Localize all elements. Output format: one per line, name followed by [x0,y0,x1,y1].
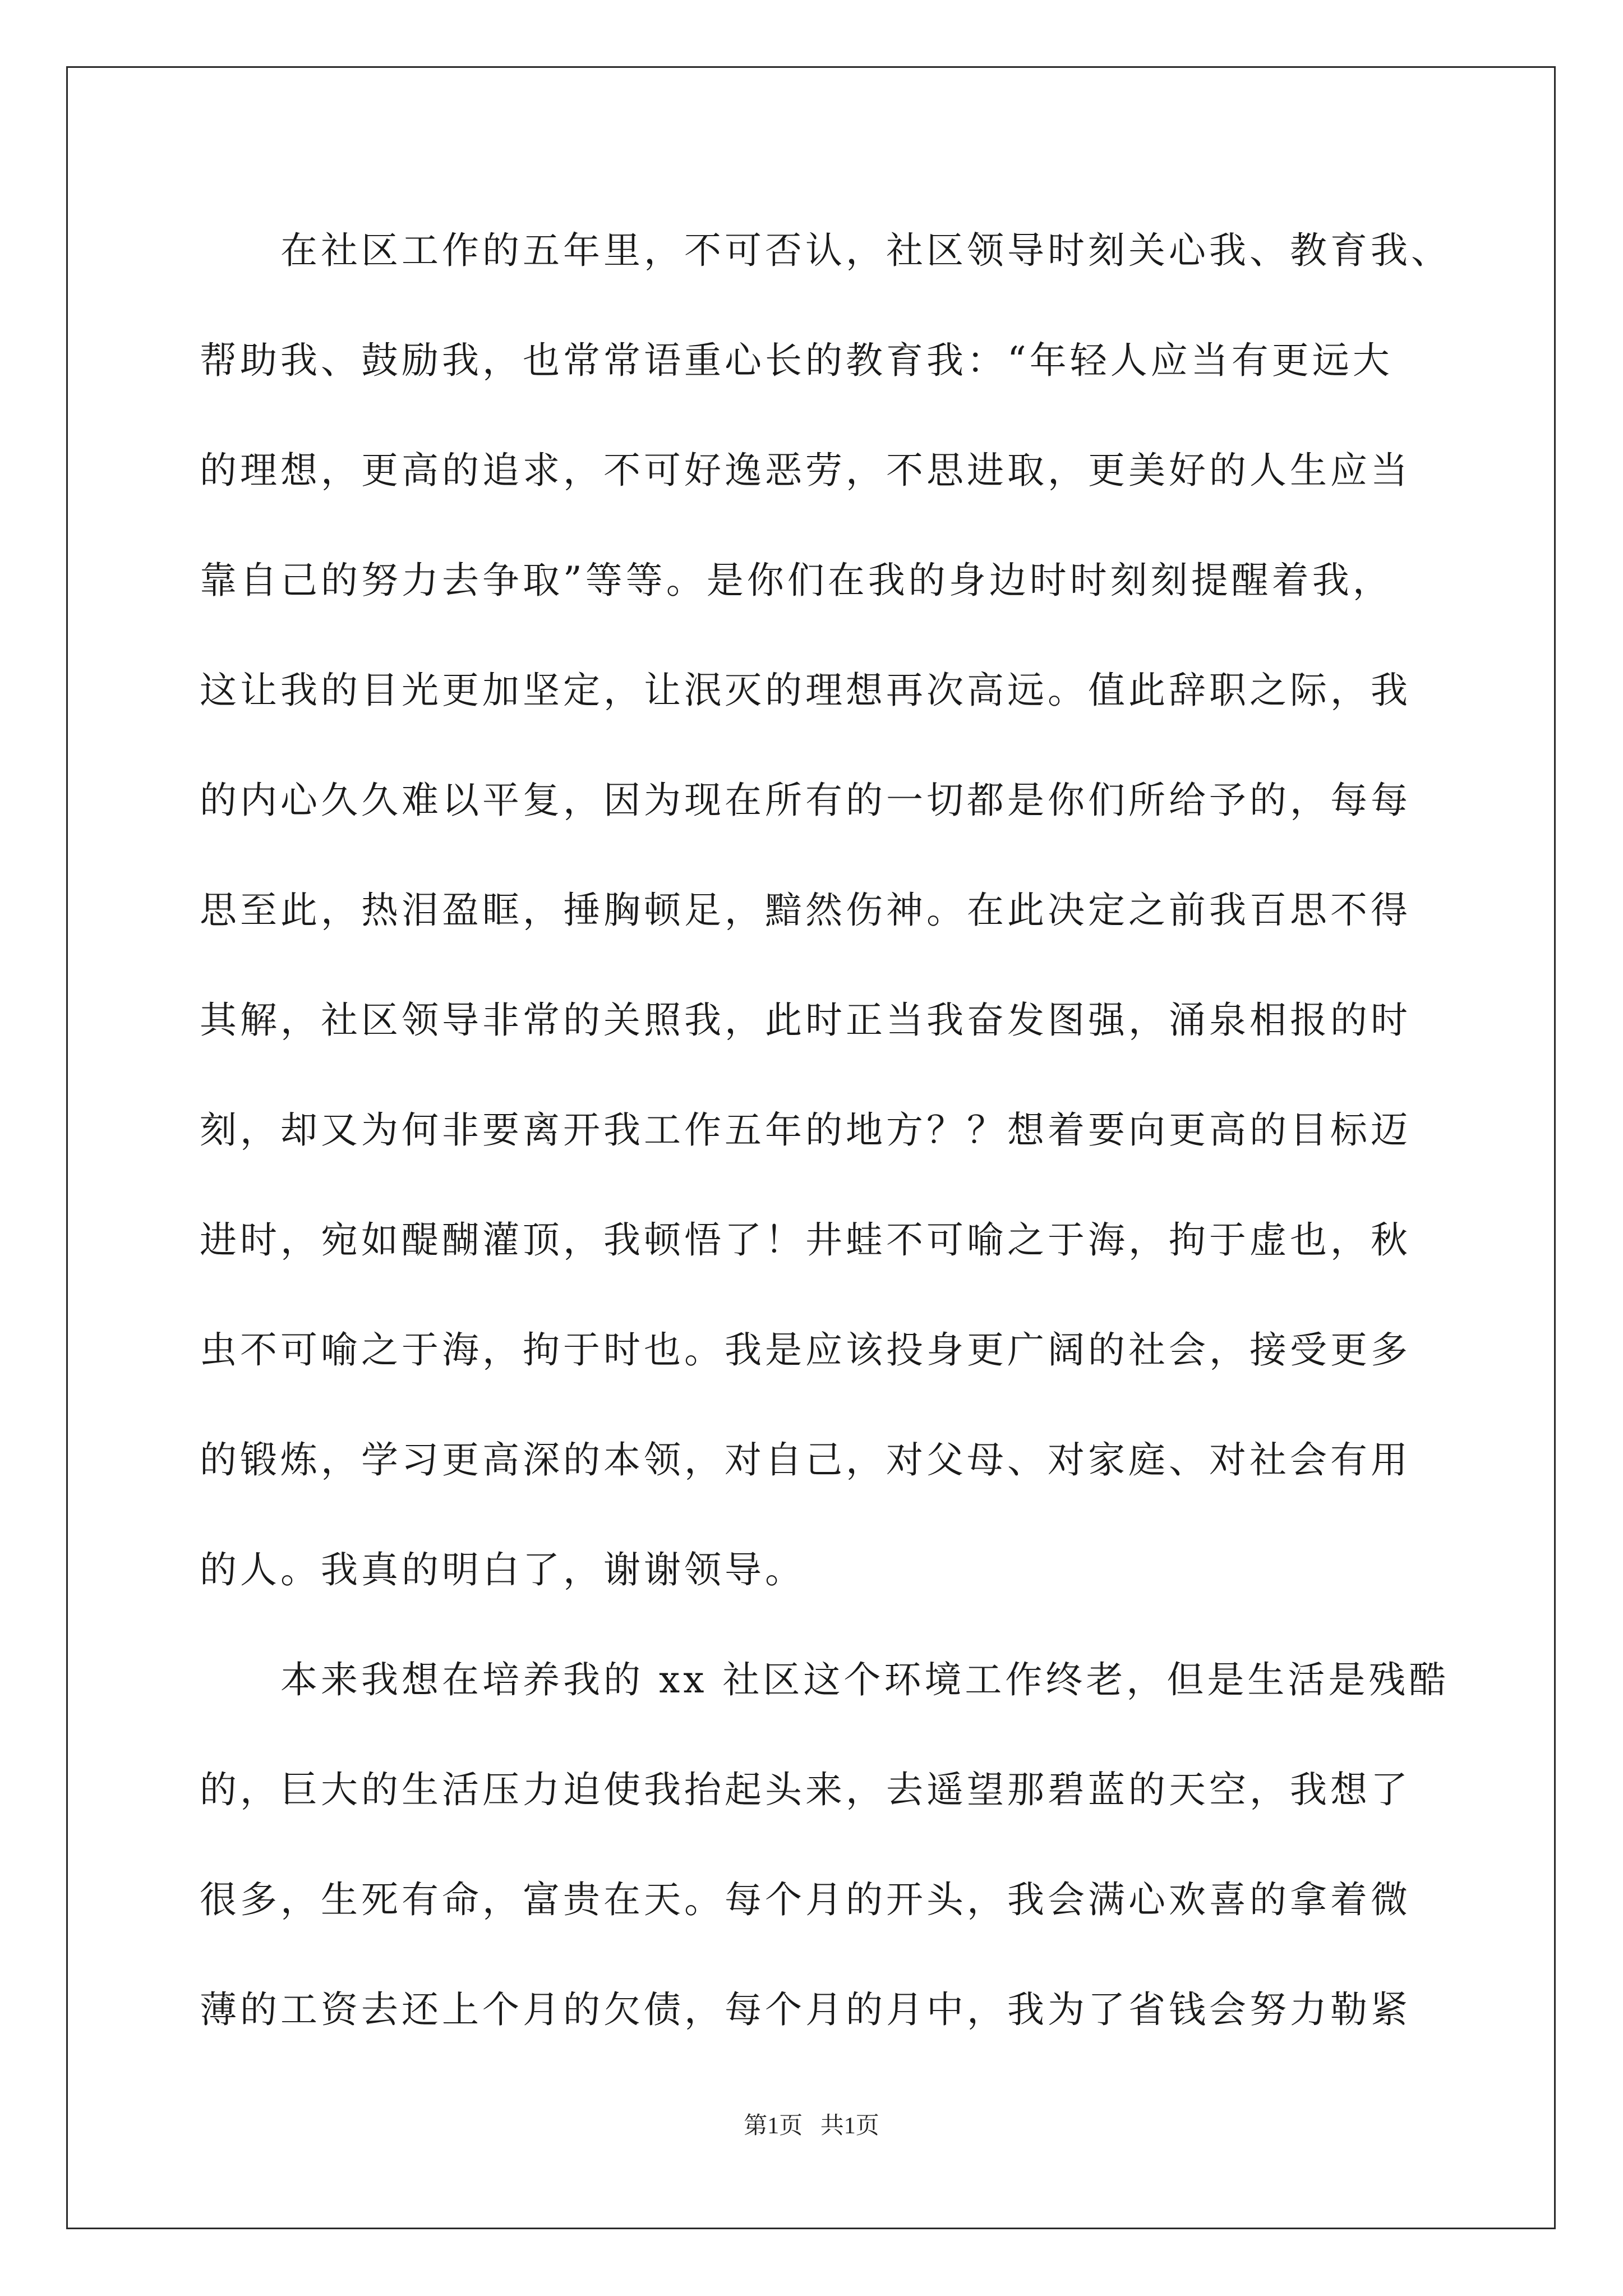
text-line: 思至此，热泪盈眶，捶胸顿足，黯然伤神。在此决定之前我百思不得 [200,889,1411,932]
text-line: 本来我想在培养我的 xx 社区这个环境工作终老，但是生活是残酷 [200,1658,1450,1701]
text-line: 的，巨大的生活压力迫使我抬起头来，去遥望那碧蓝的天空，我想了 [200,1768,1411,1811]
page-footer [0,2109,1623,2143]
text-line: 的人。我真的明白了，谢谢领导。 [200,1548,805,1591]
footer-spacer [803,2113,820,2139]
page-total: 共1页 [820,2113,879,2139]
text-line: 刻，却又为何非要离开我工作五年的地方？？想着要向更高的目标迈 [200,1108,1411,1152]
text-line: 其解，社区领导非常的关照我，此时正当我奋发图强，涌泉相报的时 [200,999,1411,1042]
text-line: 的内心久久难以平复，因为现在所有的一切都是你们所给予的，每每 [200,779,1411,822]
text-line: 这让我的目光更加坚定，让泯灭的理想再次高远。值此辞职之际，我 [200,669,1411,712]
text-line: 在社区工作的五年里，不可否认，社区领导时刻关心我、教育我、 [200,229,1451,272]
text-line: 帮助我、鼓励我，也常常语重心长的教育我：“年轻人应当有更远大 [200,339,1393,382]
text-line: 的理想，更高的追求，不可好逸恶劳，不思进取，更美好的人生应当 [200,449,1411,492]
text-line: 进时，宛如醍醐灌顶，我顿悟了！井蛙不可喻之于海，拘于虚也，秋 [200,1218,1411,1262]
text-line: 的锻炼，学习更高深的本领，对自己，对父母、对家庭、对社会有用 [200,1438,1411,1481]
page-number: 第1页 [744,2113,803,2139]
text-line: 很多，生死有命，富贵在天。每个月的开头，我会满心欢喜的拿着微 [200,1878,1411,1921]
text-line: 虫不可喻之于海，拘于时也。我是应该投身更广阔的社会，接受更多 [200,1328,1411,1372]
text-line: 靠自己的努力去争取”等等。是你们在我的身边时时刻刻提醒着我， [200,559,1393,602]
text-line: 薄的工资去还上个月的欠债，每个月的月中，我为了省钱会努力勒紧 [200,1988,1411,2031]
document-body [200,218,1451,2087]
